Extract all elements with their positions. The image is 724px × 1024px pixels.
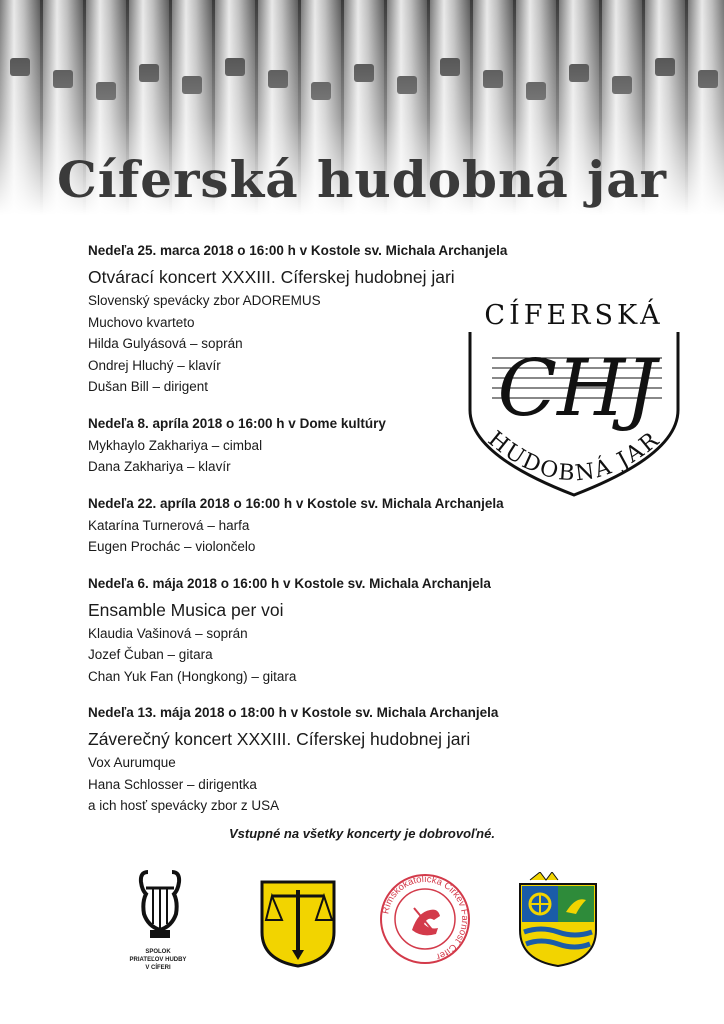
lyre-caption-line: SPOLOK xyxy=(145,949,171,955)
logo-monogram: CHJ xyxy=(497,344,657,434)
event-date: Nedeľa 13. mája 2018 o 18:00 h v Kostole sv. Michala Archanjela xyxy=(88,705,499,720)
performer-line: Dana Zakhariya – klavír xyxy=(88,459,231,474)
event-5 xyxy=(88,702,508,817)
event-2 xyxy=(88,413,508,478)
performer-line: Hana Schlosser – dirigentka xyxy=(88,776,257,792)
performer-line: Dušan Bill – dirigent xyxy=(88,379,209,394)
concert-title: Záverečný koncert XXXIII. Cíferskej hudobnej jari xyxy=(88,729,471,749)
event-4 xyxy=(88,573,508,688)
lyre-caption-line: V CÍFERI xyxy=(145,965,171,971)
svg-text:HUDOBNÁ JAR xyxy=(483,427,665,487)
performer-line: Katarína Turnerová – harfa xyxy=(88,517,250,533)
performer-line: Jozef Čuban – gitara xyxy=(88,647,213,662)
festival-logo xyxy=(462,290,687,520)
stamp-text: Rímskokatolícka Cirkev Farnosť Cífer xyxy=(380,873,471,962)
event-date: Nedeľa 22. apríla 2018 o 16:00 h v Kostole sv. Michala Archanjela xyxy=(88,495,504,511)
performer-line: Hilda Gulyásová – soprán xyxy=(88,336,243,351)
lyre-caption xyxy=(125,948,191,972)
poster-title: Cíferská hudobná jar xyxy=(56,150,667,209)
performer-line: Slovenský spevácky zbor ADOREMUS xyxy=(88,293,321,308)
performer-line: Vox Aurumque xyxy=(88,755,176,770)
justice-shield-icon xyxy=(260,880,336,968)
logo-top-text: CÍFERSKÁ xyxy=(484,300,664,331)
performer-line: a ich hosť spevácky zbor z USA xyxy=(88,798,280,813)
lyre-caption-line: PRIATEĽOV HUDBY xyxy=(129,957,187,963)
concert-title: Otvárací koncert XXXIII. Cíferskej hudobnej jari xyxy=(88,267,455,287)
performer-line: Mykhaylo Zakhariya – cimbal xyxy=(88,437,263,453)
concert-title: Ensamble Musica per voi xyxy=(88,599,284,620)
event-1 xyxy=(88,240,508,398)
performer-line: Eugen Prochác – violončelo xyxy=(88,539,256,554)
performer-line: Muchovo kvarteto xyxy=(88,314,195,330)
admission-note: Vstupné na všetky koncerty je dobrovoľné. xyxy=(229,826,495,841)
event-list xyxy=(88,240,508,832)
logo-bottom-text: HUDOBNÁ JAR xyxy=(482,426,666,487)
performer-line: Ondrej Hluchý – klavír xyxy=(88,357,221,373)
performer-line: Chan Yuk Fan (Hongkong) – gitara xyxy=(88,668,297,684)
town-crest-icon xyxy=(516,872,600,968)
event-date: Nedeľa 25. marca 2018 o 16:00 h v Kostole sv. Michala Archanjela xyxy=(88,243,508,258)
performer-line: Klaudia Vašinová – soprán xyxy=(88,625,248,641)
event-date: Nedeľa 8. apríla 2018 o 16:00 h v Dome kultúry xyxy=(88,415,386,431)
event-date: Nedeľa 6. mája 2018 o 16:00 h v Kostole sv. Michala Archanjela xyxy=(88,575,491,591)
parish-stamp-icon xyxy=(378,872,472,966)
lyre-icon xyxy=(138,868,182,946)
event-3 xyxy=(88,493,508,558)
